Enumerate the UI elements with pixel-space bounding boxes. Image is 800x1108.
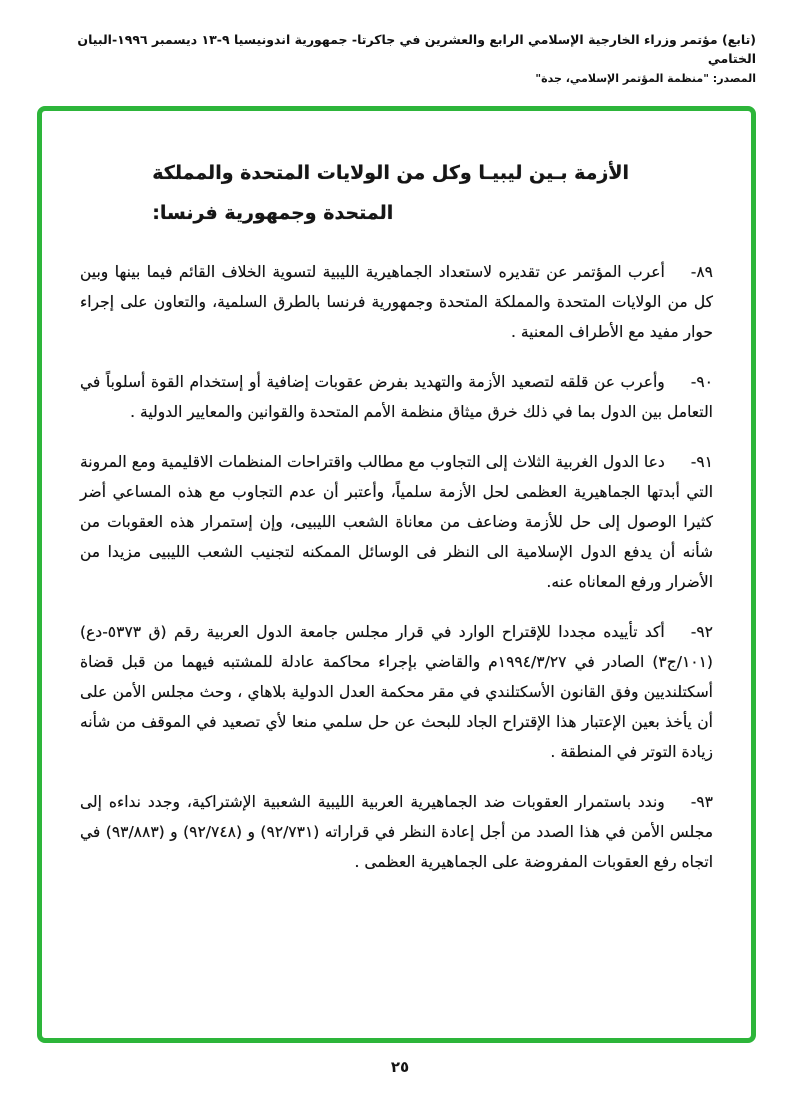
page-number: ٢٥ [390, 1058, 410, 1076]
green-content-frame [37, 106, 756, 1043]
paragraph-89-number: ٨٩- [690, 263, 713, 281]
paragraph-93 [80, 787, 713, 877]
section-title-line2: المتحدة وجمهورية فرنسا: [152, 202, 394, 224]
paragraph-90-text: وأعرب عن قلقه لتصعيد الأزمة والتهديد بفرض عقوبات إضافية أو إستخدام القوة أسلوباً في التعامل بين الدول بما في ذلك خرق ميثاق منظمة الأمم المتحدة والقوانين والمعايير الدولية . [80, 373, 713, 421]
paragraph-92-number: ٩٢- [690, 623, 713, 641]
paragraph-89-text: أعرب المؤتمر عن تقديره لاستعداد الجماهيرية الليبية لتسوية الخلاف القائم فيما بينها وبين كل من الولايات المتحدة والمملكة المتحدة وجمهورية فرنسا بالطرق السلمية، والتعاون على إجراء حوار مفيد مع الأطراف المعنية . [80, 263, 713, 341]
header-source: المصدر: "منظمة المؤتمر الإسلامي، جدة" [535, 71, 756, 85]
paragraph-90-number: ٩٠- [690, 373, 713, 391]
header-conference-title: (تابع) مؤتمر وزراء الخارجية الإسلامي الرابع والعشرين في جاكرتا- جمهورية اندونيسيا ٩-١٣ ديسمبر ١٩٩٦-البيان الختامي [77, 32, 756, 67]
paragraph-93-number: ٩٣- [690, 793, 713, 811]
section-title-line1: الأزمة بـين ليبيـا وكل من الولايات المتحدة والمملكة [152, 162, 629, 184]
paragraph-90 [80, 367, 713, 427]
paragraph-92 [80, 617, 713, 767]
paragraph-92-text: أكد تأييده مجددا للإقتراح الوارد في قرار مجلس جامعة الدول العربية رقم (ق ٥٣٧٣-دع) (١٠١/ج٣) الصادر في ١٩٩٤/٣/٢٧م والقاضي بإجراء محاكمة عادلة للمشتبه فيهما من قبل قضاة أسكتلنديين وفق القانون الأسكتلندي في مقر محكمة العدل الدولية بلاهاي ، وحث مجلس الأمن على أن يأخذ بعين الإعتبار هذا الإقتراح الجاد للبحث عن حل سلمي منعا لأي تصعيد في الموقف من شأنه زيادة التوتر في المنطقة . [80, 623, 713, 761]
paragraph-93-text: وندد باستمرار العقوبات ضد الجماهيرية العربية الليبية الشعبية الإشتراكية، وجدد نداءه إلى مجلس الأمن في هذا الصدد من أجل إعادة النظر في قراراته (٩٢/٧٣١) و (٩٢/٧٤٨) و (٩٣/٨٨٣) في اتجاه رفع العقوبات المفروضة على الجماهيرية العظمى . [80, 793, 713, 871]
paragraph-89 [80, 257, 713, 347]
paragraph-91 [80, 447, 713, 597]
section-title [152, 153, 629, 233]
page-header [36, 30, 756, 85]
paragraph-91-number: ٩١- [690, 453, 713, 471]
paragraph-91-text: دعا الدول الغربية الثلاث إلى التجاوب مع مطالب واقتراحات المنظمات الاقليمية ومع المرونة التي أبدتها الجماهيرية العظمى لحل الأزمة سلمياً، وأعتبر أن عدم التجاوب مع هذه المساعي أضر كثيرا الوصول إلى حل للأزمة وضاعف من معاناة الشعب الليبيى، وإن إستمرار هذه العقوبات من شأنه أن يدفع الدول الإسلامية الى النظر فى الوسائل الممكنه لتجنيب الشعب الليبيى مزيدا من الأضرار ورفع المعاناه عنه. [80, 453, 713, 591]
